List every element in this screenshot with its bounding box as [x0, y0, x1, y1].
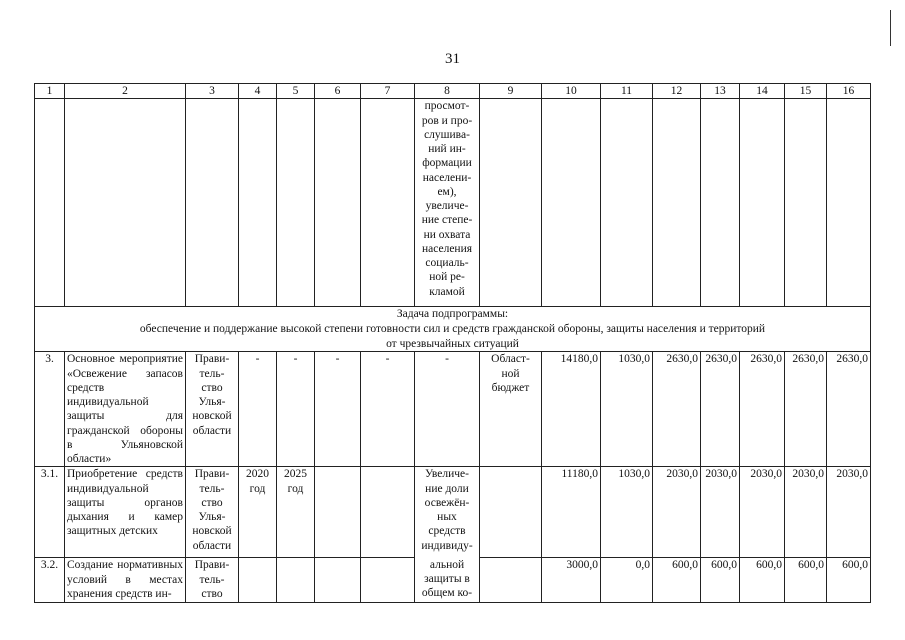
row-value-y4: 2030,0	[740, 467, 785, 558]
row-c8: -	[415, 352, 480, 467]
row-executor: Прави- тель- ство Улья- новской области	[186, 352, 239, 467]
header-row	[35, 84, 871, 99]
row-value-total: 3000,0	[542, 558, 601, 603]
task-row	[35, 307, 871, 352]
col-header-9: 9	[480, 84, 542, 99]
continuation-row	[35, 99, 871, 307]
row-c7	[361, 558, 415, 603]
row-value-y5: 600,0	[785, 558, 827, 603]
row-name: Приобретение средств индивидуальной защиты органов дыхания и камер защитных детских	[65, 467, 186, 558]
row-value-y6: 2630,0	[827, 352, 871, 467]
col-header-12: 12	[653, 84, 701, 99]
row-number: 3.2.	[35, 558, 65, 603]
row-indicator: альной защиты в общем ко-	[415, 558, 480, 603]
row-number: 3.	[35, 352, 65, 467]
task-line-3: от чрезвычайных ситуаций	[386, 337, 519, 350]
row-value-y1: 1030,0	[601, 467, 653, 558]
row-value-y1: 1030,0	[601, 352, 653, 467]
col-header-10: 10	[542, 84, 601, 99]
program-table	[34, 83, 871, 603]
col-header-13: 13	[701, 84, 740, 99]
row-c4	[239, 558, 277, 603]
continuation-cell-8: просмот- ров и про- слушива- ний ин- формации населени- ем), увеличе- ние степе- ни охвата населения социаль- ной ре- кламой	[415, 99, 480, 307]
col-header-5: 5	[277, 84, 315, 99]
table-row	[35, 352, 871, 467]
row-executor: Прави- тель- ство	[186, 558, 239, 603]
row-c7	[361, 467, 415, 558]
row-value-y3: 2630,0	[701, 352, 740, 467]
row-value-total: 14180,0	[542, 352, 601, 467]
row-source: Област- ной бюджет	[480, 352, 542, 467]
table-row	[35, 467, 871, 558]
row-c5: -	[277, 352, 315, 467]
col-header-14: 14	[740, 84, 785, 99]
task-heading	[35, 307, 871, 352]
row-source	[480, 467, 542, 558]
row-executor: Прави- тель- ство Улья- новской области	[186, 467, 239, 558]
row-name: Создание нормативных условий в местах хранения средств ин-	[65, 558, 186, 603]
row-value-y4: 600,0	[740, 558, 785, 603]
row-value-y5: 2630,0	[785, 352, 827, 467]
task-line-2: обеспечение и поддержание высокой степени готовности сил и средств гражданской обороны, защиты населения и территорий	[139, 322, 766, 335]
row-c6	[315, 467, 361, 558]
row-value-total: 11180,0	[542, 467, 601, 558]
row-value-y2: 600,0	[653, 558, 701, 603]
page-edge-mark	[890, 10, 891, 46]
col-header-16: 16	[827, 84, 871, 99]
row-end-year: 2025 год	[277, 467, 315, 558]
col-header-6: 6	[315, 84, 361, 99]
row-number: 3.1.	[35, 467, 65, 558]
row-source	[480, 558, 542, 603]
col-header-7: 7	[361, 84, 415, 99]
col-header-8: 8	[415, 84, 480, 99]
row-value-y3: 2030,0	[701, 467, 740, 558]
row-value-y1: 0,0	[601, 558, 653, 603]
col-header-11: 11	[601, 84, 653, 99]
row-c4: -	[239, 352, 277, 467]
row-value-y2: 2630,0	[653, 352, 701, 467]
row-indicator: Увеличе- ние доли освежён- ных средств индивиду-	[415, 467, 480, 558]
col-header-2: 2	[65, 84, 186, 99]
row-c6	[315, 558, 361, 603]
row-start-year: 2020 год	[239, 467, 277, 558]
row-value-y2: 2030,0	[653, 467, 701, 558]
row-value-y5: 2030,0	[785, 467, 827, 558]
row-c7: -	[361, 352, 415, 467]
row-value-y3: 600,0	[701, 558, 740, 603]
col-header-1: 1	[35, 84, 65, 99]
row-value-y4: 2630,0	[740, 352, 785, 467]
col-header-15: 15	[785, 84, 827, 99]
row-name: Основное мероприятие «Освежение запасов средств индивидуальной защиты для гражданской обороны в Ульяновской области»	[65, 352, 186, 467]
task-line-1: Задача подпрограммы:	[396, 308, 509, 321]
row-c6: -	[315, 352, 361, 467]
col-header-3: 3	[186, 84, 239, 99]
col-header-4: 4	[239, 84, 277, 99]
row-value-y6: 600,0	[827, 558, 871, 603]
row-value-y6: 2030,0	[827, 467, 871, 558]
row-c5	[277, 558, 315, 603]
table-row	[35, 558, 871, 603]
page-number: 31	[445, 51, 460, 67]
